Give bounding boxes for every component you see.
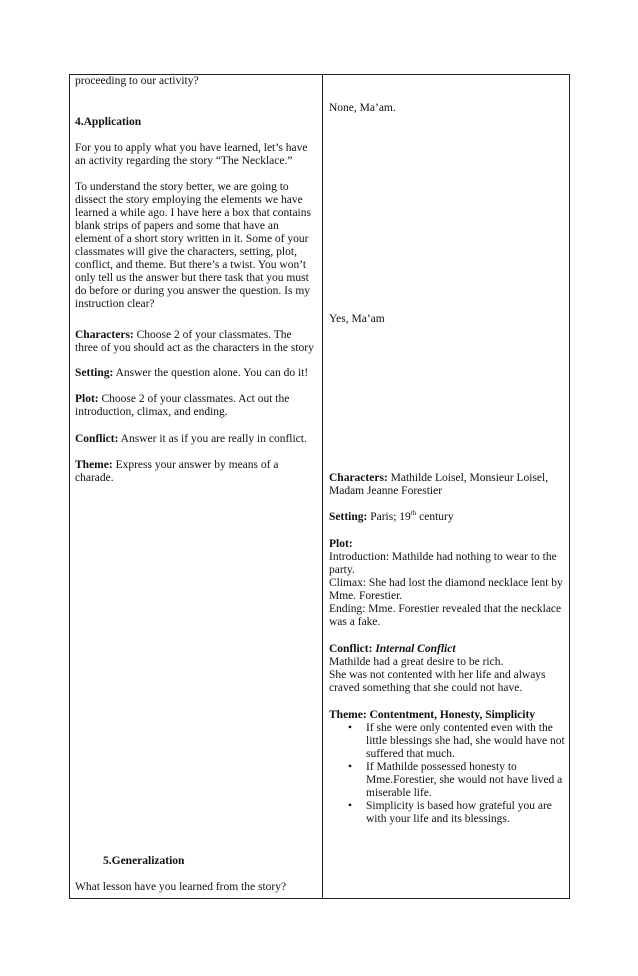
task-text: Express your answer by means of a charade.: [75, 459, 279, 484]
list-item: [329, 722, 565, 761]
plot-ending: Ending: Mme. Forestier revealed that the necklace was a fake.: [329, 603, 562, 628]
bullet-text: If she were only contented even with the little blessings she had, she would have not suffered that much.: [366, 722, 565, 760]
conflict-line-1: Mathilde had a great desire to be rich.: [329, 656, 504, 668]
plot-climax: Climax: She had lost the diamond necklace lent by Mme. Forestier.: [329, 577, 563, 602]
task-text: Choose 2 of your classmates. Act out the introduction, climax, and ending.: [75, 393, 290, 418]
answer-text-tail: century: [416, 511, 454, 523]
generalization-heading: 5.Generalization: [103, 855, 185, 867]
column-divider: [322, 74, 323, 899]
answer-plot: [329, 538, 565, 629]
task-conflict: [75, 433, 317, 446]
intro-tail-text: proceeding to our activity?: [75, 75, 199, 87]
application-paragraph-2: To understand the story better, we are going to dissect the story employing the elements we have learned a while ago. I have here a box that contains blank strips of papers and some that have an element of a short story written in it. Some of your classmates will give the characters, setting, plot, conflict, and theme. But there’s a twist. You won’t only tell us the answer but there task that you must do before or during you answer the question. Is my instruction clear?: [75, 181, 311, 310]
answer-setting: [329, 511, 565, 524]
task-label: Characters:: [75, 329, 134, 341]
bullet-icon: •: [348, 800, 353, 812]
task-plot: [75, 393, 317, 419]
generalization-question: What lesson have you learned from the story?: [75, 881, 287, 893]
bullet-icon: •: [348, 761, 353, 773]
answer-label: Conflict:: [329, 643, 373, 655]
conflict-type: Internal Conflict: [372, 643, 456, 655]
theme-bullet-list: [329, 722, 565, 826]
task-text: Answer it as if you are really in conflict.: [118, 433, 307, 445]
conflict-heading: [329, 643, 565, 656]
answer-label: Setting:: [329, 511, 368, 523]
plot-introduction: Introduction: Mathilde had nothing to wear to the party.: [329, 551, 557, 576]
task-label: Theme:: [75, 459, 113, 471]
answer-yes: Yes, Ma’am: [329, 313, 385, 325]
answer-label: Plot:: [329, 538, 353, 550]
task-label: Plot:: [75, 393, 99, 405]
application-heading: 4.Application: [75, 116, 142, 128]
task-label: Setting:: [75, 367, 114, 379]
list-item: [329, 800, 565, 826]
bullet-icon: •: [348, 722, 353, 734]
application-paragraph-1: For you to apply what you have learned, let’s have an activity regarding the story “The Necklace.”: [75, 142, 308, 167]
list-item: [329, 761, 565, 800]
answer-characters: [329, 472, 565, 498]
answer-superscript: th: [410, 509, 417, 518]
bullet-text: Simplicity is based how grateful you are with your life and its blessings.: [366, 800, 552, 825]
task-text: Answer the question alone. You can do it!: [113, 367, 309, 379]
task-characters: [75, 329, 317, 355]
answer-label: Theme: Contentment, Honesty, Simplicity: [329, 709, 536, 721]
task-theme: [75, 459, 317, 485]
bullet-text: If Mathilde possessed honesty to Mme.Forestier, she would not have lived a miserable life.: [366, 761, 563, 799]
answer-theme: [329, 709, 565, 722]
answer-none: None, Ma’am.: [329, 102, 396, 114]
task-label: Conflict:: [75, 433, 119, 445]
task-text: Choose 2 of your classmates. The three of you should act as the characters in the story: [75, 329, 314, 354]
answer-conflict: [329, 643, 565, 695]
answer-label: Characters:: [329, 472, 388, 484]
answer-text: Mathilde Loisel, Monsieur Loisel, Madam Jeanne Forestier: [329, 472, 549, 497]
task-setting: [75, 367, 317, 380]
conflict-line-2: She was not contented with her life and always craved something that she could not have.: [329, 669, 546, 694]
answer-text: Paris; 19: [367, 511, 411, 523]
